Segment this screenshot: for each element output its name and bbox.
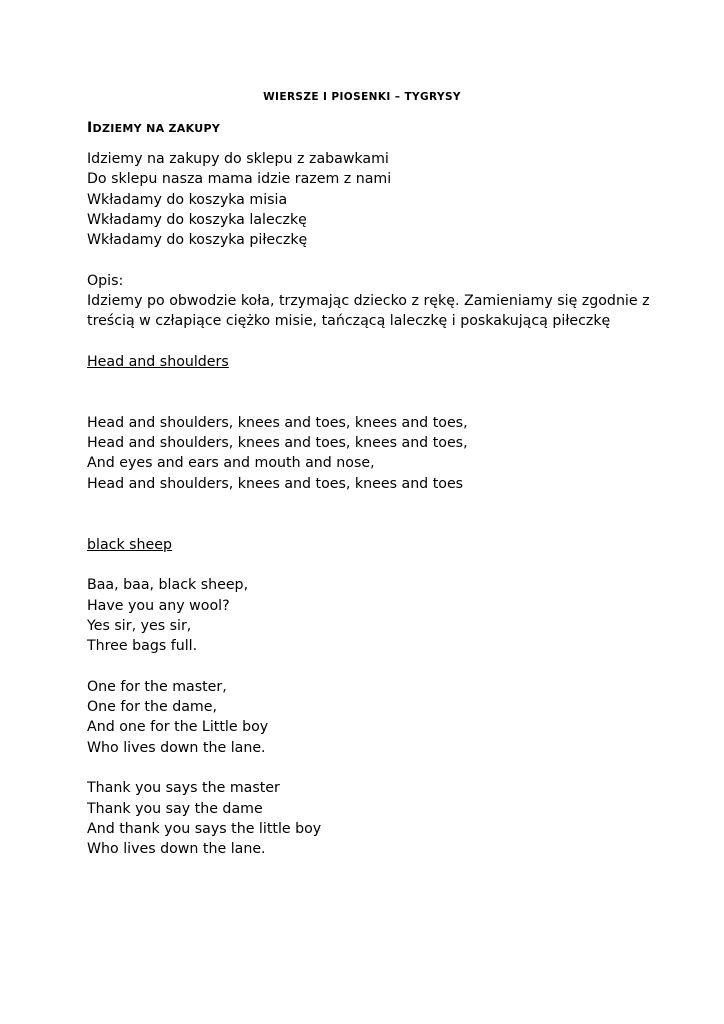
- spacer: [87, 656, 647, 676]
- song-line: Head and shoulders, knees and toes, knees and toes,: [87, 435, 468, 452]
- spacer: [87, 372, 647, 413]
- poem-line: Idziemy na zakupy do sklepu z zabawkami: [87, 151, 389, 167]
- description-line: treścią w człapiące ciężko misie, tańczącą laleczkę i poskakującą piłeczkę: [87, 313, 611, 330]
- spacer: [87, 494, 647, 535]
- document-content: [87, 118, 650, 859]
- rhyme-line: One for the master,: [87, 678, 227, 695]
- spacer: [87, 758, 647, 778]
- rhyme-line: Thank you says the master: [87, 780, 280, 797]
- spacer: [87, 138, 647, 149]
- description-line: Idziemy po obwodzie koła, trzymając dziecko z rękę. Zamieniamy się zgodnie z: [87, 293, 650, 310]
- song-line: Head and shoulders, knees and toes, knees and toes,: [87, 414, 468, 431]
- poem-line: Do sklepu nasza mama idzie razem z nami: [87, 171, 392, 188]
- section-heading-black-sheep: black sheep: [87, 536, 173, 553]
- document-title: WIERSZE I PIOSENKI – TYGRYSY: [263, 91, 461, 103]
- rhyme-line: And one for the Little boy: [87, 719, 269, 736]
- song-line: And eyes and ears and mouth and nose,: [87, 455, 375, 472]
- section-heading-idziemy: [87, 118, 647, 138]
- rhyme-line: And thank you says the little boy: [87, 820, 322, 837]
- rhyme-line: Who lives down the lane.: [87, 739, 266, 756]
- rhyme-line: One for the dame,: [87, 699, 217, 716]
- spacer: [87, 332, 647, 352]
- spacer: [87, 555, 647, 575]
- song-line: Head and shoulders, knees and toes, knees and toes: [87, 475, 464, 492]
- rhyme-line: Baa, baa, black sheep,: [87, 577, 249, 594]
- rhyme-line: Yes sir, yes sir,: [87, 617, 192, 634]
- heading-initial: I: [87, 120, 93, 136]
- rhyme-line: Three bags full.: [87, 638, 198, 655]
- heading-rest: DZIEMY NA ZAKUPY: [92, 122, 221, 135]
- poem-line: Wkładamy do koszyka laleczkę: [87, 211, 307, 228]
- section-heading-head-and-shoulders: Head and shoulders: [87, 353, 229, 370]
- spacer: [87, 250, 647, 270]
- rhyme-line: Have you any wool?: [87, 597, 230, 614]
- poem-line: Wkładamy do koszyka misia: [87, 191, 288, 208]
- poem-line: Wkładamy do koszyka piłeczkę: [87, 232, 308, 249]
- rhyme-line: Thank you say the dame: [87, 800, 263, 817]
- rhyme-line: Who lives down the lane.: [87, 841, 266, 858]
- description-label: Opis:: [87, 272, 124, 289]
